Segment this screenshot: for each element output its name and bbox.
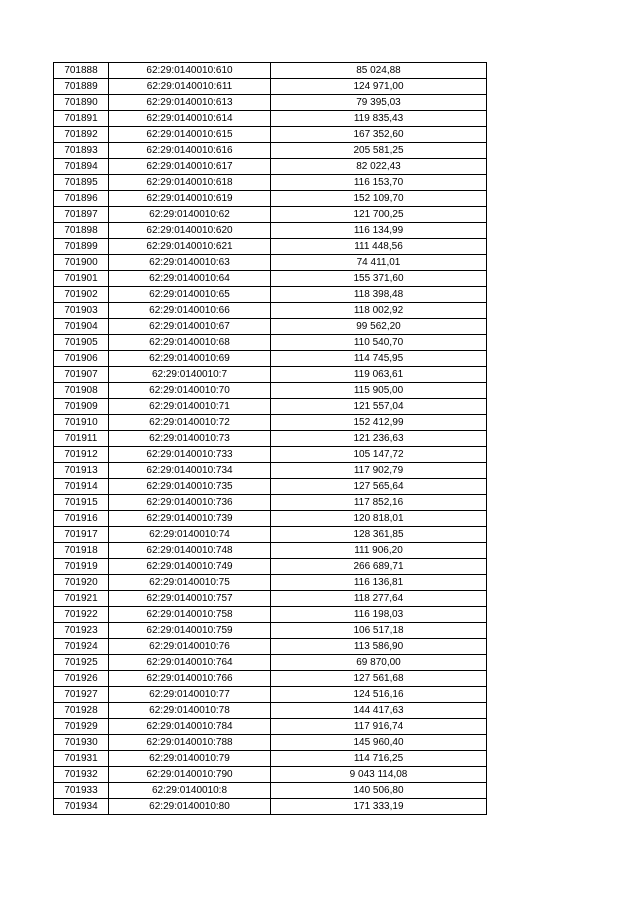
row-number-cell: 701894 xyxy=(54,159,109,175)
cadastral-number-cell: 62:29:0140010:748 xyxy=(109,543,271,559)
cadastral-value-cell: 117 852,16 xyxy=(271,495,487,511)
table-row xyxy=(54,607,487,623)
cadastral-number-cell: 62:29:0140010:611 xyxy=(109,79,271,95)
row-number-cell: 701893 xyxy=(54,143,109,159)
cadastral-number-cell: 62:29:0140010:67 xyxy=(109,319,271,335)
row-number-cell: 701921 xyxy=(54,591,109,607)
cadastral-value-cell: 145 960,40 xyxy=(271,735,487,751)
table-row xyxy=(54,191,487,207)
cadastral-value-cell: 114 745,95 xyxy=(271,351,487,367)
cadastral-number-cell: 62:29:0140010:68 xyxy=(109,335,271,351)
cadastral-value-cell: 85 024,88 xyxy=(271,63,487,79)
table-row xyxy=(54,415,487,431)
cadastral-number-cell: 62:29:0140010:790 xyxy=(109,767,271,783)
table-row xyxy=(54,511,487,527)
row-number-cell: 701918 xyxy=(54,543,109,559)
table-row xyxy=(54,239,487,255)
row-number-cell: 701926 xyxy=(54,671,109,687)
row-number-cell: 701908 xyxy=(54,383,109,399)
cadastral-value-cell: 155 371,60 xyxy=(271,271,487,287)
cadastral-number-cell: 62:29:0140010:788 xyxy=(109,735,271,751)
table-row xyxy=(54,159,487,175)
row-number-cell: 701900 xyxy=(54,255,109,271)
cadastral-number-cell: 62:29:0140010:757 xyxy=(109,591,271,607)
cadastral-number-cell: 62:29:0140010:64 xyxy=(109,271,271,287)
row-number-cell: 701905 xyxy=(54,335,109,351)
cadastral-value-cell: 140 506,80 xyxy=(271,783,487,799)
cadastral-value-cell: 105 147,72 xyxy=(271,447,487,463)
cadastral-value-cell: 116 198,03 xyxy=(271,607,487,623)
table-row xyxy=(54,303,487,319)
cadastral-value-cell: 117 916,74 xyxy=(271,719,487,735)
cadastral-number-cell: 62:29:0140010:733 xyxy=(109,447,271,463)
cadastral-number-cell: 62:29:0140010:614 xyxy=(109,111,271,127)
cadastral-number-cell: 62:29:0140010:619 xyxy=(109,191,271,207)
cadastral-value-cell: 205 581,25 xyxy=(271,143,487,159)
table-row xyxy=(54,543,487,559)
cadastral-number-cell: 62:29:0140010:73 xyxy=(109,431,271,447)
cadastral-value-cell: 69 870,00 xyxy=(271,655,487,671)
table-row xyxy=(54,623,487,639)
row-number-cell: 701895 xyxy=(54,175,109,191)
cadastral-number-cell: 62:29:0140010:71 xyxy=(109,399,271,415)
cadastral-number-cell: 62:29:0140010:618 xyxy=(109,175,271,191)
table-row xyxy=(54,383,487,399)
cadastral-number-cell: 62:29:0140010:613 xyxy=(109,95,271,111)
table-row xyxy=(54,95,487,111)
cadastral-value-cell: 171 333,19 xyxy=(271,799,487,815)
cadastral-number-cell: 62:29:0140010:621 xyxy=(109,239,271,255)
table-row xyxy=(54,79,487,95)
table-row xyxy=(54,63,487,79)
cadastral-number-cell: 62:29:0140010:610 xyxy=(109,63,271,79)
cadastral-value-cell: 124 971,00 xyxy=(271,79,487,95)
cadastral-number-cell: 62:29:0140010:758 xyxy=(109,607,271,623)
row-number-cell: 701916 xyxy=(54,511,109,527)
cadastral-value-cell: 144 417,63 xyxy=(271,703,487,719)
cadastral-number-cell: 62:29:0140010:749 xyxy=(109,559,271,575)
cadastral-number-cell: 62:29:0140010:63 xyxy=(109,255,271,271)
row-number-cell: 701934 xyxy=(54,799,109,815)
row-number-cell: 701922 xyxy=(54,607,109,623)
cadastral-value-cell: 120 818,01 xyxy=(271,511,487,527)
cadastral-number-cell: 62:29:0140010:62 xyxy=(109,207,271,223)
row-number-cell: 701911 xyxy=(54,431,109,447)
table-row xyxy=(54,335,487,351)
cadastral-number-cell: 62:29:0140010:7 xyxy=(109,367,271,383)
cadastral-value-cell: 79 395,03 xyxy=(271,95,487,111)
row-number-cell: 701913 xyxy=(54,463,109,479)
row-number-cell: 701903 xyxy=(54,303,109,319)
cadastral-value-cell: 115 905,00 xyxy=(271,383,487,399)
row-number-cell: 701906 xyxy=(54,351,109,367)
table-row xyxy=(54,783,487,799)
cadastral-value-cell: 106 517,18 xyxy=(271,623,487,639)
cadastral-number-cell: 62:29:0140010:72 xyxy=(109,415,271,431)
cadastral-value-cell: 121 700,25 xyxy=(271,207,487,223)
table-row xyxy=(54,703,487,719)
table-row xyxy=(54,319,487,335)
table-row xyxy=(54,655,487,671)
row-number-cell: 701915 xyxy=(54,495,109,511)
cadastral-value-cell: 266 689,71 xyxy=(271,559,487,575)
table-row xyxy=(54,207,487,223)
table-row xyxy=(54,399,487,415)
cadastral-number-cell: 62:29:0140010:615 xyxy=(109,127,271,143)
row-number-cell: 701933 xyxy=(54,783,109,799)
cadastral-number-cell: 62:29:0140010:739 xyxy=(109,511,271,527)
table-row xyxy=(54,287,487,303)
table-row xyxy=(54,591,487,607)
table-row xyxy=(54,767,487,783)
cadastral-number-cell: 62:29:0140010:70 xyxy=(109,383,271,399)
cadastral-value-cell: 152 412,99 xyxy=(271,415,487,431)
cadastral-number-cell: 62:29:0140010:76 xyxy=(109,639,271,655)
cadastral-number-cell: 62:29:0140010:766 xyxy=(109,671,271,687)
cadastral-value-cell: 116 153,70 xyxy=(271,175,487,191)
cadastral-value-cell: 121 557,04 xyxy=(271,399,487,415)
cadastral-value-cell: 82 022,43 xyxy=(271,159,487,175)
row-number-cell: 701892 xyxy=(54,127,109,143)
cadastral-value-cell: 167 352,60 xyxy=(271,127,487,143)
table-row xyxy=(54,255,487,271)
row-number-cell: 701928 xyxy=(54,703,109,719)
cadastral-value-cell: 119 835,43 xyxy=(271,111,487,127)
table-row xyxy=(54,223,487,239)
cadastral-value-cell: 111 906,20 xyxy=(271,543,487,559)
cadastral-value-cell: 128 361,85 xyxy=(271,527,487,543)
cadastral-number-cell: 62:29:0140010:620 xyxy=(109,223,271,239)
cadastral-number-cell: 62:29:0140010:8 xyxy=(109,783,271,799)
row-number-cell: 701917 xyxy=(54,527,109,543)
table-row xyxy=(54,719,487,735)
cadastral-value-cell: 110 540,70 xyxy=(271,335,487,351)
row-number-cell: 701889 xyxy=(54,79,109,95)
table-row xyxy=(54,687,487,703)
row-number-cell: 701927 xyxy=(54,687,109,703)
table-row xyxy=(54,351,487,367)
row-number-cell: 701912 xyxy=(54,447,109,463)
row-number-cell: 701929 xyxy=(54,719,109,735)
row-number-cell: 701910 xyxy=(54,415,109,431)
cadastral-number-cell: 62:29:0140010:736 xyxy=(109,495,271,511)
row-number-cell: 701902 xyxy=(54,287,109,303)
cadastral-value-cell: 152 109,70 xyxy=(271,191,487,207)
row-number-cell: 701897 xyxy=(54,207,109,223)
row-number-cell: 701920 xyxy=(54,575,109,591)
cadastral-number-cell: 62:29:0140010:77 xyxy=(109,687,271,703)
cadastral-number-cell: 62:29:0140010:75 xyxy=(109,575,271,591)
row-number-cell: 701924 xyxy=(54,639,109,655)
table-row xyxy=(54,447,487,463)
table-row xyxy=(54,367,487,383)
row-number-cell: 701888 xyxy=(54,63,109,79)
cadastral-number-cell: 62:29:0140010:617 xyxy=(109,159,271,175)
row-number-cell: 701890 xyxy=(54,95,109,111)
table-row xyxy=(54,575,487,591)
cadastral-number-cell: 62:29:0140010:69 xyxy=(109,351,271,367)
cadastral-value-cell: 119 063,61 xyxy=(271,367,487,383)
cadastral-value-cell: 127 561,68 xyxy=(271,671,487,687)
table-row xyxy=(54,527,487,543)
table-row xyxy=(54,495,487,511)
cadastral-number-cell: 62:29:0140010:78 xyxy=(109,703,271,719)
cadastral-value-cell: 116 134,99 xyxy=(271,223,487,239)
table-row xyxy=(54,143,487,159)
row-number-cell: 701932 xyxy=(54,767,109,783)
cadastral-value-cell: 113 586,90 xyxy=(271,639,487,655)
table-row xyxy=(54,639,487,655)
cadastral-number-cell: 62:29:0140010:80 xyxy=(109,799,271,815)
cadastral-value-cell: 9 043 114,08 xyxy=(271,767,487,783)
table-body xyxy=(54,63,487,815)
row-number-cell: 701907 xyxy=(54,367,109,383)
cadastral-value-cell: 74 411,01 xyxy=(271,255,487,271)
cadastral-value-cell: 124 516,16 xyxy=(271,687,487,703)
cadastral-number-cell: 62:29:0140010:79 xyxy=(109,751,271,767)
table-row xyxy=(54,559,487,575)
table-row xyxy=(54,479,487,495)
cadastral-number-cell: 62:29:0140010:735 xyxy=(109,479,271,495)
row-number-cell: 701904 xyxy=(54,319,109,335)
cadastral-number-cell: 62:29:0140010:65 xyxy=(109,287,271,303)
cadastral-value-table xyxy=(53,62,487,815)
table-row xyxy=(54,431,487,447)
table-row xyxy=(54,799,487,815)
cadastral-number-cell: 62:29:0140010:66 xyxy=(109,303,271,319)
row-number-cell: 701914 xyxy=(54,479,109,495)
cadastral-value-cell: 118 002,92 xyxy=(271,303,487,319)
cadastral-number-cell: 62:29:0140010:616 xyxy=(109,143,271,159)
cadastral-value-cell: 114 716,25 xyxy=(271,751,487,767)
row-number-cell: 701896 xyxy=(54,191,109,207)
row-number-cell: 701901 xyxy=(54,271,109,287)
cadastral-value-cell: 111 448,56 xyxy=(271,239,487,255)
row-number-cell: 701891 xyxy=(54,111,109,127)
row-number-cell: 701925 xyxy=(54,655,109,671)
cadastral-value-cell: 116 136,81 xyxy=(271,575,487,591)
cadastral-value-cell: 118 398,48 xyxy=(271,287,487,303)
table-row xyxy=(54,735,487,751)
cadastral-value-cell: 99 562,20 xyxy=(271,319,487,335)
row-number-cell: 701919 xyxy=(54,559,109,575)
cadastral-value-cell: 118 277,64 xyxy=(271,591,487,607)
row-number-cell: 701899 xyxy=(54,239,109,255)
row-number-cell: 701898 xyxy=(54,223,109,239)
table-row xyxy=(54,271,487,287)
table-row xyxy=(54,111,487,127)
cadastral-value-cell: 117 902,79 xyxy=(271,463,487,479)
cadastral-value-cell: 127 565,64 xyxy=(271,479,487,495)
table-row xyxy=(54,463,487,479)
row-number-cell: 701931 xyxy=(54,751,109,767)
table-row xyxy=(54,175,487,191)
cadastral-value-cell: 121 236,63 xyxy=(271,431,487,447)
row-number-cell: 701909 xyxy=(54,399,109,415)
cadastral-number-cell: 62:29:0140010:764 xyxy=(109,655,271,671)
cadastral-number-cell: 62:29:0140010:759 xyxy=(109,623,271,639)
table-row xyxy=(54,671,487,687)
cadastral-number-cell: 62:29:0140010:74 xyxy=(109,527,271,543)
row-number-cell: 701923 xyxy=(54,623,109,639)
row-number-cell: 701930 xyxy=(54,735,109,751)
table-row xyxy=(54,751,487,767)
cadastral-number-cell: 62:29:0140010:784 xyxy=(109,719,271,735)
table-row xyxy=(54,127,487,143)
cadastral-number-cell: 62:29:0140010:734 xyxy=(109,463,271,479)
